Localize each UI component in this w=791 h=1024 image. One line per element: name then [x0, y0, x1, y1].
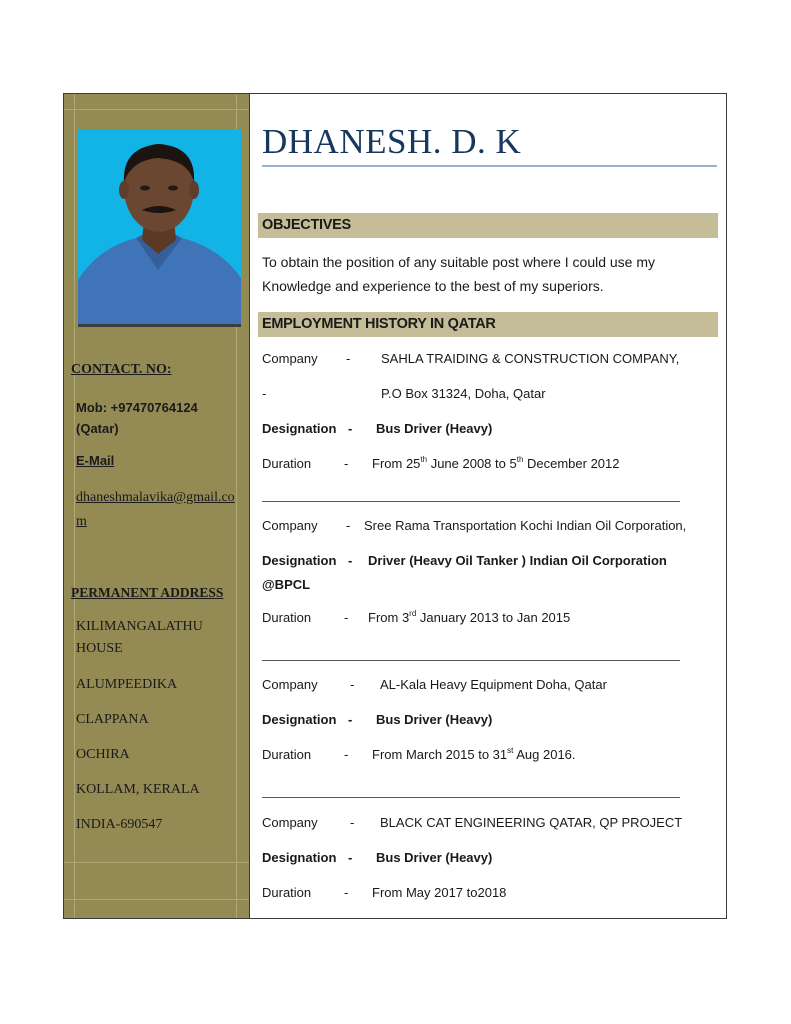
- profile-photo: [78, 130, 241, 327]
- address-line: CLAPPANA: [76, 712, 149, 727]
- job-designation: Designation - Bus Driver (Heavy): [262, 421, 493, 436]
- objectives-heading: OBJECTIVES: [258, 213, 718, 238]
- job-designation: Designation - Driver (Heavy Oil Tanker ) Indian Oil Corporation: [262, 553, 667, 568]
- job-duration: Duration - From March 2015 to 31st Aug 2016.: [262, 746, 576, 762]
- resume-page: [63, 93, 727, 919]
- sidebar: [64, 94, 250, 918]
- address-line: INDIA-690547: [76, 817, 163, 832]
- candidate-name: DHANESH. D. K: [262, 122, 522, 161]
- job-company: Company - AL-Kala Heavy Equipment Doha, Qatar: [262, 677, 607, 692]
- mobile-number: Mob: +97470764124 (Qatar): [76, 400, 198, 436]
- job-separator: [262, 501, 680, 502]
- job-designation: Designation - Bus Driver (Heavy): [262, 850, 493, 865]
- address-line: KOLLAM, KERALA: [76, 782, 200, 797]
- job-company: Company - BLACK CAT ENGINEERING QATAR, QP PROJECT: [262, 815, 683, 830]
- objectives-text: To obtain the position of any suitable post where I could use my Knowledge and experience to the best of my superiors.: [262, 254, 656, 294]
- job-duration: Duration - From 25th June 2008 to 5th December 2012: [262, 455, 620, 471]
- name-divider: [262, 165, 717, 167]
- contact-heading: CONTACT. NO:: [71, 362, 172, 377]
- job-company: Company - Sree Rama Transportation Kochi Indian Oil Corporation,: [262, 518, 687, 533]
- job-duration: Duration - From 3rd January 2013 to Jan 2015: [262, 609, 571, 625]
- job-designation: Designation - Bus Driver (Heavy): [262, 712, 493, 727]
- job-designation-continued: @BPCL: [262, 577, 311, 592]
- job-company: Company - SAHLA TRAIDING & CONSTRUCTION COMPANY,: [262, 351, 680, 366]
- email-link[interactable]: dhaneshmalavika@gmail.com: [76, 490, 235, 529]
- job-duration: Duration - From May 2017 to2018: [262, 885, 507, 900]
- employment-heading: EMPLOYMENT HISTORY IN QATAR: [258, 312, 718, 337]
- job-separator: [262, 797, 680, 798]
- address-line: OCHIRA: [76, 747, 130, 762]
- email-heading: E-Mail: [76, 453, 115, 468]
- job-company-address: - P.O Box 31324, Doha, Qatar: [262, 386, 546, 401]
- address-line: KILIMANGALATHU HOUSE: [76, 619, 203, 656]
- job-separator: [262, 660, 680, 661]
- address-line: ALUMPEEDIKA: [76, 677, 178, 692]
- address-heading: PERMANENT ADDRESS: [71, 585, 224, 600]
